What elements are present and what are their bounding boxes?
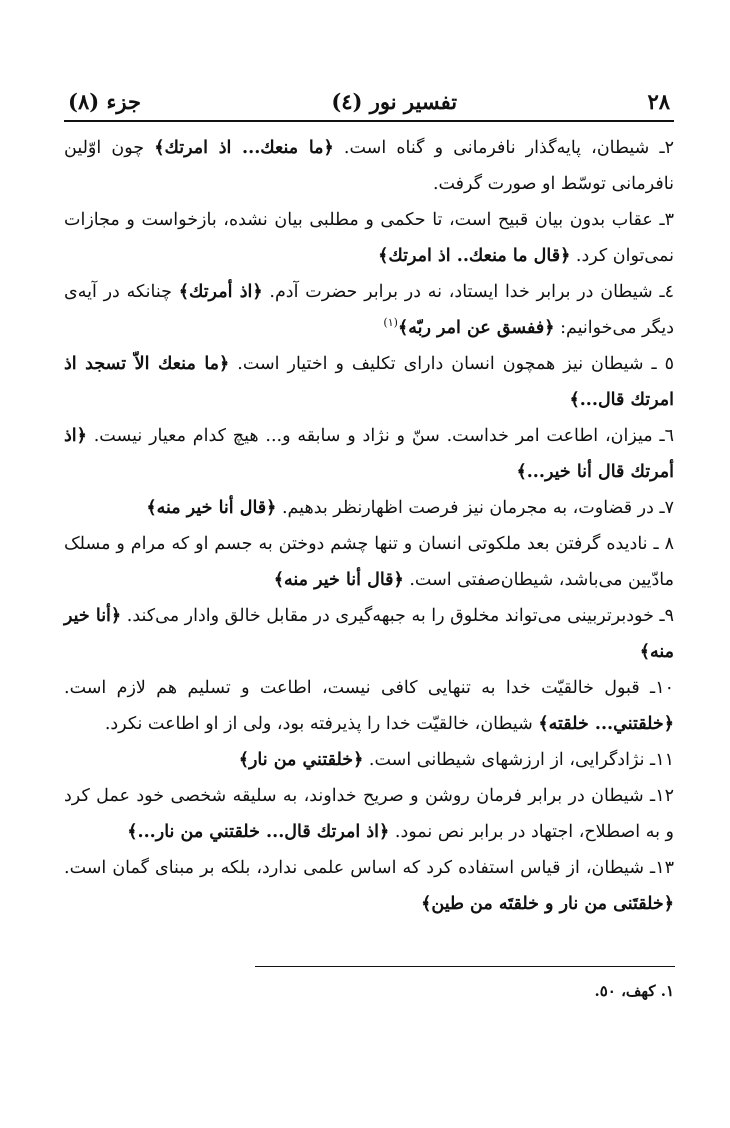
list-item: ۳ـ عقاب بدون بیان قبیح است، تا حکمی و مطلبی بیان نشده، بازخواست و مجازات نمی‌توان کرد. ﴿قال ما منعك.. اذ امرتك﴾ <box>64 210 674 266</box>
list-item: ۸ ـ نادیده گرفتن بعد ملکوتی انسان و تنها چشم دوختن به جسم او که مرام و مسلک مادّیین می‌باشد، شیطان‌صفتی است. ﴿قال أنا خير منه﴾ <box>64 534 674 590</box>
quran-reference: ﴿ما منعك... اذ امرتك﴾ <box>154 138 334 158</box>
quran-reference: ﴿قال ما منعك.. اذ امرتك﴾ <box>378 246 571 266</box>
list-item: ۱۱ـ نژادگرایی، از ارزشهای شیطانی است. ﴿خلقتني من نار﴾ <box>238 750 674 770</box>
list-item: ۹ـ خودبرتربینی می‌تواند مخلوق را به جبهه‌گیری در مقابل خالق وادار می‌کند. ﴿أنا خير منه﴾ <box>64 606 675 662</box>
list-item: ٦ـ میزان، اطاعت امر خداست. سنّ و نژاد و سابقه و... هیچ کدام معیار نیست. ﴿اذ أمرتك قال أنا خير...﴾ <box>64 426 674 482</box>
quran-reference: ﴿قال أنا خير منه﴾ <box>273 570 404 590</box>
page-number: ۲۸ <box>647 89 670 114</box>
quran-reference: ﴿خلقتني من نار﴾ <box>238 750 364 770</box>
list-item: ٤ـ شیطان در برابر خدا ایستاد، نه در برابر حضرت آدم. ﴿اذ أمرتك﴾ چنانکه در آیه‌ی دیگر می‌خوانیم: ﴿ففسق عن امر ربّه﴾$^{(۱)}$ <box>64 282 675 338</box>
part-label: جزء (٨) <box>68 89 141 114</box>
quran-reference: ﴿اذ أمرتك قال أنا خير...﴾ <box>64 426 674 482</box>
quran-reference: ﴿اذ أمرتك﴾ <box>178 282 263 302</box>
page <box>64 84 674 922</box>
quran-reference: ﴿اذ امرتك قال... خلقتني من نار...﴾ <box>127 822 390 842</box>
quran-reference: ﴿ففسق عن امر ربّه﴾ <box>397 318 555 338</box>
list-item: ۲ـ شیطان، پایه‌گذار نافرمانی و گناه است. ﴿ما منعك... اذ امرتك﴾ چون اوّلین نافرمانی توسّط او صورت گرفت. <box>64 138 674 194</box>
quran-reference: ﴿قال أنا خير منه﴾ <box>146 498 277 518</box>
list-item: ۱۰ـ قبول خالقیّت خدا به تنهایی کافی نیست، اطاعت و تسلیم هم لازم است. ﴿خلقتني... خلقته﴾ شیطان، خالقیّت خدا را پذیرفته بود، ولی از او اطاعت نکرد. <box>64 678 674 734</box>
running-header <box>64 84 674 122</box>
quran-reference: ﴿خلقتَنی من نار و خلقتَه من طين﴾ <box>421 894 674 914</box>
list-item: ٥ ـ شیطان نیز همچون انسان دارای تکلیف و اختیار است. ﴿ما منعك الاّ تسجد اذ امرتك قال...﴾ <box>64 354 674 410</box>
quran-reference: ﴿أنا خير منه﴾ <box>64 606 674 662</box>
list-item: ۱۳ـ شیطان، از قیاس استفاده کرد که اساس علمی ندارد، بلکه بر مبنای گمان است. ﴿خلقتَنی من نار و خلقتَه من طين﴾ <box>64 858 674 914</box>
points-list <box>64 130 674 922</box>
quran-reference: ﴿ما منعك الاّ تسجد اذ امرتك قال...﴾ <box>64 354 674 410</box>
footnote-divider <box>255 966 675 967</box>
quran-reference: ﴿خلقتني... خلقته﴾ <box>538 714 674 734</box>
footnote-marker: (۱) <box>383 316 398 330</box>
list-item: ۱۲ـ شیطان در برابر فرمان روشن و صریح خداوند، به سلیقه شخصی خود عمل کرد و به اصطلاح، اجتهاد در برابر نص نمود. ﴿اذ امرتك قال... خلقتني من نار...﴾ <box>64 786 674 842</box>
footnote: ۱. کهف، ٥۰. <box>594 982 674 1000</box>
list-item: ۷ـ در قضاوت، به مجرمان نیز فرصت اظهارنظر بدهیم. ﴿قال أنا خير منه﴾ <box>146 498 674 518</box>
book-title: تفسیر نور (٤) <box>331 89 458 114</box>
